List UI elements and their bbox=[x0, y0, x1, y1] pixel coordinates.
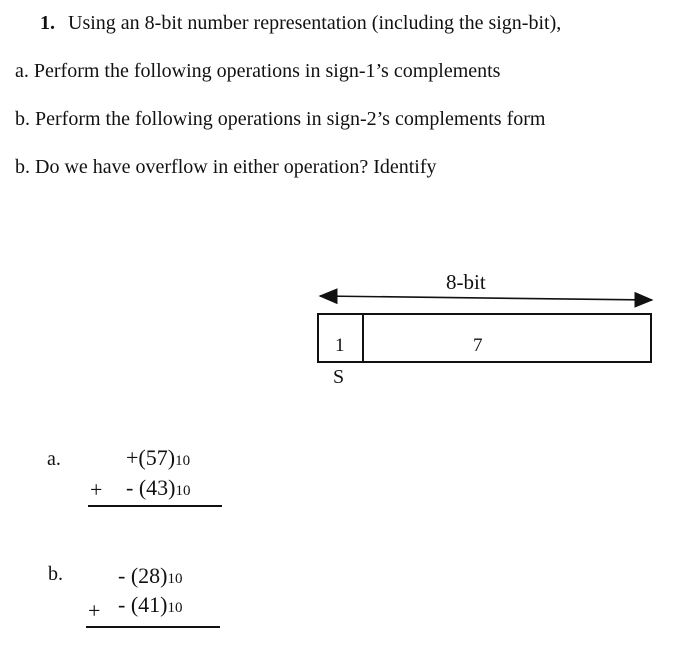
overflow-question: b. Do we have overflow in either operation? Identify bbox=[15, 156, 437, 178]
problem-a-sum-line bbox=[88, 505, 222, 507]
problem-b-label: b. bbox=[48, 563, 63, 585]
width-arrow bbox=[320, 296, 652, 300]
part-b-instruction: b. Perform the following operations in sign-2’s complements form bbox=[15, 108, 546, 130]
register-box bbox=[318, 314, 651, 362]
sign-bit-value: 1 bbox=[335, 335, 345, 356]
problem-b-first-operand: - (28)10 bbox=[118, 563, 183, 588]
problem-a-label: a. bbox=[47, 448, 61, 470]
problem-b-second-operand: - (41)10 bbox=[118, 592, 183, 617]
question-prompt: Using an 8-bit number representation (including the sign-bit), bbox=[68, 12, 562, 34]
problem-b-plus-sign: + bbox=[88, 598, 101, 623]
sign-bit-label: S bbox=[333, 366, 345, 388]
question-number: 1. bbox=[40, 12, 55, 34]
problem-a-second-operand: - (43)10 bbox=[126, 475, 191, 500]
problem-a-first-operand: +(57)10 bbox=[126, 445, 191, 470]
problem-a-plus-sign: + bbox=[90, 477, 103, 502]
part-a-instruction: a. Perform the following operations in sign-1’s complements bbox=[15, 60, 501, 82]
width-label: 8-bit bbox=[446, 270, 486, 294]
problem-b-sum-line bbox=[86, 626, 220, 628]
magnitude-value: 7 bbox=[473, 335, 483, 356]
